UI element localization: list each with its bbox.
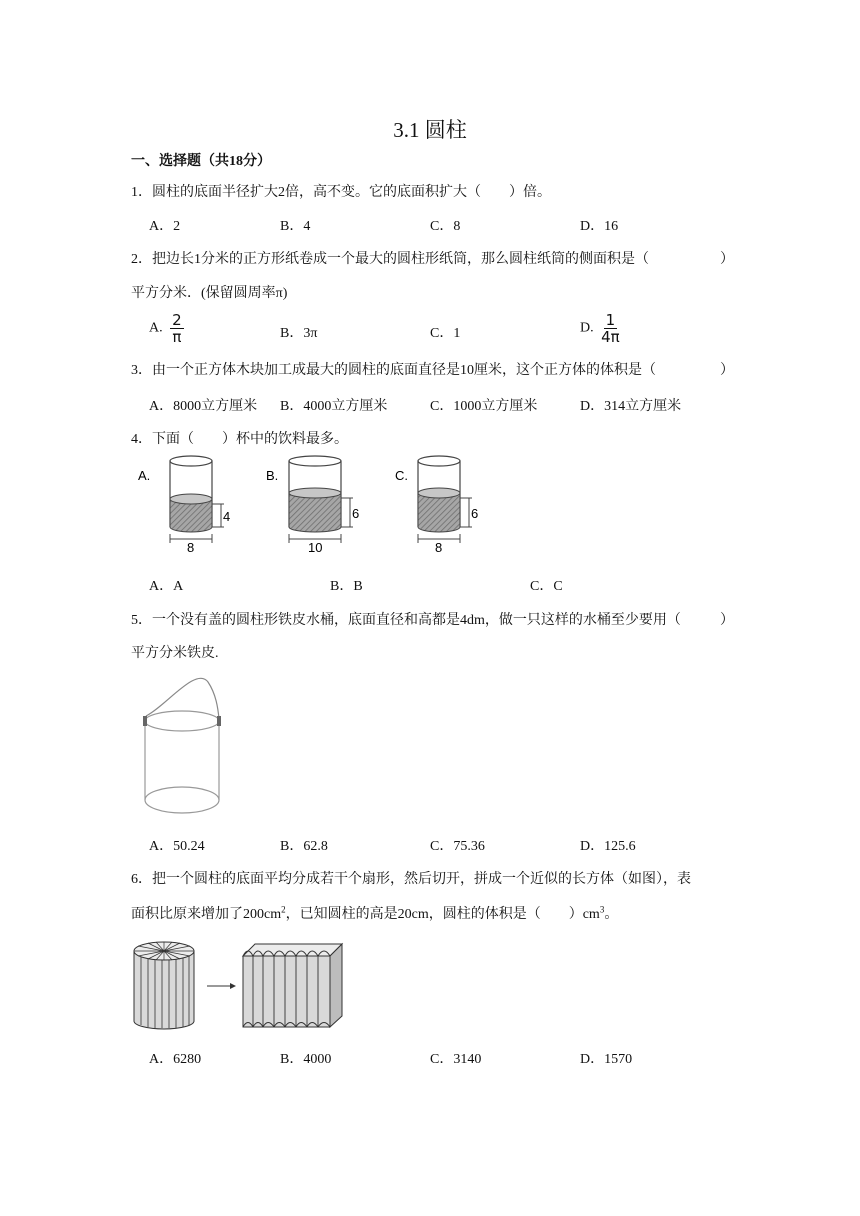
cup-b-height: 6 [352,506,360,521]
cup-c-label: C. [395,468,408,483]
cup-c [395,456,478,555]
question-5-line-1: 5．一个没有盖的圆柱形铁皮水桶，底面直径和高都是4dm，做一只这样的水桶至少要用（ [131,613,681,628]
fraction-denominator: 4π [601,328,620,346]
q2-option-a-prefix: A. [149,320,163,336]
question-2-line-1: 2．把边长1分米的正方形纸卷成一个最大的圆柱形纸筒，那么圆柱纸筒的侧面积是（ [131,252,649,267]
q4-cups-figure [132,455,492,555]
q5-option-c: C．75.36 [430,839,485,854]
q6-cylinder-to-cuboid-figure [130,938,355,1033]
q6-option-b: B．4000 [280,1052,332,1067]
q2-option-d [580,312,620,345]
q6-option-d: D．1570 [580,1052,633,1067]
q6-text-a: 面积比原来增加了200cm [131,907,282,922]
q2-option-a-fraction [170,312,184,345]
q6-option-a: A．6280 [149,1052,202,1067]
cup-b-width: 10 [308,540,323,555]
question-3-text: 3．由一个正方体木块加工成最大的圆柱的底面直径是10厘米，这个正方体的体积是（ [131,363,656,378]
q2-option-c: C．1 [430,326,461,341]
question-1-text: 1．圆柱的底面半径扩大2倍，高不变。它的底面积扩大（ ）倍。 [131,185,551,200]
fraction-numerator: 1 [605,311,616,329]
q5-option-b: B．62.8 [280,839,328,854]
q6-text-b: ，已知圆柱的高是20cm，圆柱的体积是（ ）cm [285,907,600,922]
question-2-paren-end: ） [720,252,734,267]
q4-option-b: B．B [330,579,363,594]
q3-option-c: C．1000立方厘米 [430,399,538,414]
q1-option-c: C．8 [430,219,461,234]
question-5-line-2: 平方分米铁皮. [131,646,219,661]
q3-option-b: B．4000立方厘米 [280,399,388,414]
question-3-paren-end: ） [720,363,734,378]
superscript-2: 2 [281,904,286,915]
q1-option-a: A．2 [149,219,181,234]
q4-option-a: A．A [149,579,184,594]
q3-option-d: D．314立方厘米 [580,399,682,414]
q1-option-d: D．16 [580,219,619,234]
q6-option-c: C．3140 [430,1052,482,1067]
q5-option-d: D．125.6 [580,839,636,854]
cup-b [266,456,359,555]
q1-option-b: B．4 [280,219,311,234]
q6-text-c: 。 [604,907,619,922]
question-5-paren-end: ） [720,613,734,628]
cup-a-height: 4 [223,509,231,524]
arrow-right-icon [207,983,236,989]
cup-a-width: 8 [187,540,195,555]
fraction-denominator: π [172,328,182,346]
question-4-text: 4．下面（ ）杯中的饮料最多。 [131,432,348,447]
q2-option-d-prefix: D. [580,320,594,336]
q2-option-b: B．3π [280,326,318,341]
cup-a-label: A. [138,468,151,483]
section-heading: 一、选择题（共18分） [131,154,271,169]
cup-b-label: B. [266,468,279,483]
superscript-3: 3 [599,904,605,915]
sectored-cylinder [134,942,194,1029]
cup-c-width: 8 [435,540,443,555]
question-6-line-1: 6．把一个圆柱的底面平均分成若干个扇形，然后切开，拼成一个近似的长方体（如图），表 [131,872,691,887]
page-title: 3.1 圆柱 [393,118,467,142]
approximate-cuboid [243,944,342,1027]
q2-option-a [149,312,184,345]
question-6-line-2 [131,903,618,923]
q5-option-a: A．50.24 [149,839,205,854]
cup-c-height: 6 [471,506,479,521]
q3-option-a: A．8000立方厘米 [149,399,258,414]
q2-option-d-fraction [601,312,620,345]
q4-option-c: C．C [530,579,563,594]
fraction-numerator: 2 [172,311,182,329]
q5-bucket-figure [136,676,236,822]
cup-a [138,456,230,555]
question-2-line-2: 平方分米．(保留圆周率π) [131,286,288,301]
